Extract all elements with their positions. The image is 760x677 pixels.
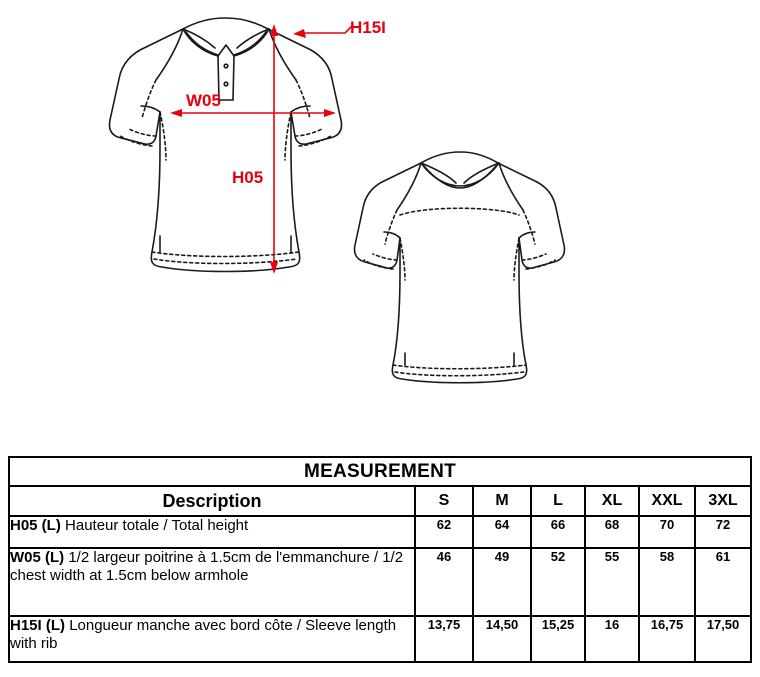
table-row (9, 616, 751, 662)
table-row (9, 516, 751, 548)
cell-h15i-l: 15,25 (531, 616, 585, 662)
row-description-h05 (9, 516, 415, 548)
cell-w05-m: 49 (473, 548, 531, 616)
measurement-table-wrapper (8, 456, 752, 663)
table-title: MEASUREMENT (9, 457, 751, 486)
column-header-l: L (531, 486, 585, 516)
cell-h05-s: 62 (415, 516, 473, 548)
cell-w05-s: 46 (415, 548, 473, 616)
cell-w05-xxl: 58 (639, 548, 695, 616)
column-header-xxl: XXL (639, 486, 695, 516)
measurement-table (8, 456, 752, 663)
row-code-h15i: H15I (L) (10, 617, 66, 634)
cell-h05-m: 64 (473, 516, 531, 548)
cell-h05-xxl: 70 (639, 516, 695, 548)
column-header-3xl: 3XL (695, 486, 751, 516)
cell-h05-xl: 68 (585, 516, 639, 548)
row-text-h05: Hauteur totale / Total height (65, 517, 249, 534)
dimension-label-h15i: H15I (350, 18, 386, 37)
row-description-h15i (9, 616, 415, 662)
cell-h15i-xl: 16 (585, 616, 639, 662)
table-title-row (9, 457, 751, 486)
cell-h15i-xxl: 16,75 (639, 616, 695, 662)
cell-h15i-s: 13,75 (415, 616, 473, 662)
row-code-w05: W05 (L) (10, 549, 65, 566)
row-code-h05: H05 (L) (10, 517, 61, 534)
cell-h15i-3xl: 17,50 (695, 616, 751, 662)
column-header-xl: XL (585, 486, 639, 516)
cell-w05-xl: 55 (585, 548, 639, 616)
row-description-w05 (9, 548, 415, 616)
cell-h15i-m: 14,50 (473, 616, 531, 662)
cell-w05-3xl: 61 (695, 548, 751, 616)
column-header-s: S (415, 486, 473, 516)
table-header-row (9, 486, 751, 516)
dimension-label-h05: H05 (232, 168, 264, 187)
cell-w05-l: 52 (531, 548, 585, 616)
table-row (9, 548, 751, 616)
column-header-m: M (473, 486, 531, 516)
dimension-label-w05: W05 (186, 91, 221, 110)
back-view (354, 152, 564, 383)
front-view (109, 18, 341, 272)
cell-h05-l: 66 (531, 516, 585, 548)
row-text-w05: 1/2 largeur poitrine à 1.5cm de l'emmanchure / 1/2 chest width at 1.5cm below armhole (10, 549, 404, 585)
cell-h05-3xl: 72 (695, 516, 751, 548)
column-header-description: Description (9, 486, 415, 516)
row-text-h15i: Longueur manche avec bord côte / Sleeve length with rib (10, 617, 397, 653)
